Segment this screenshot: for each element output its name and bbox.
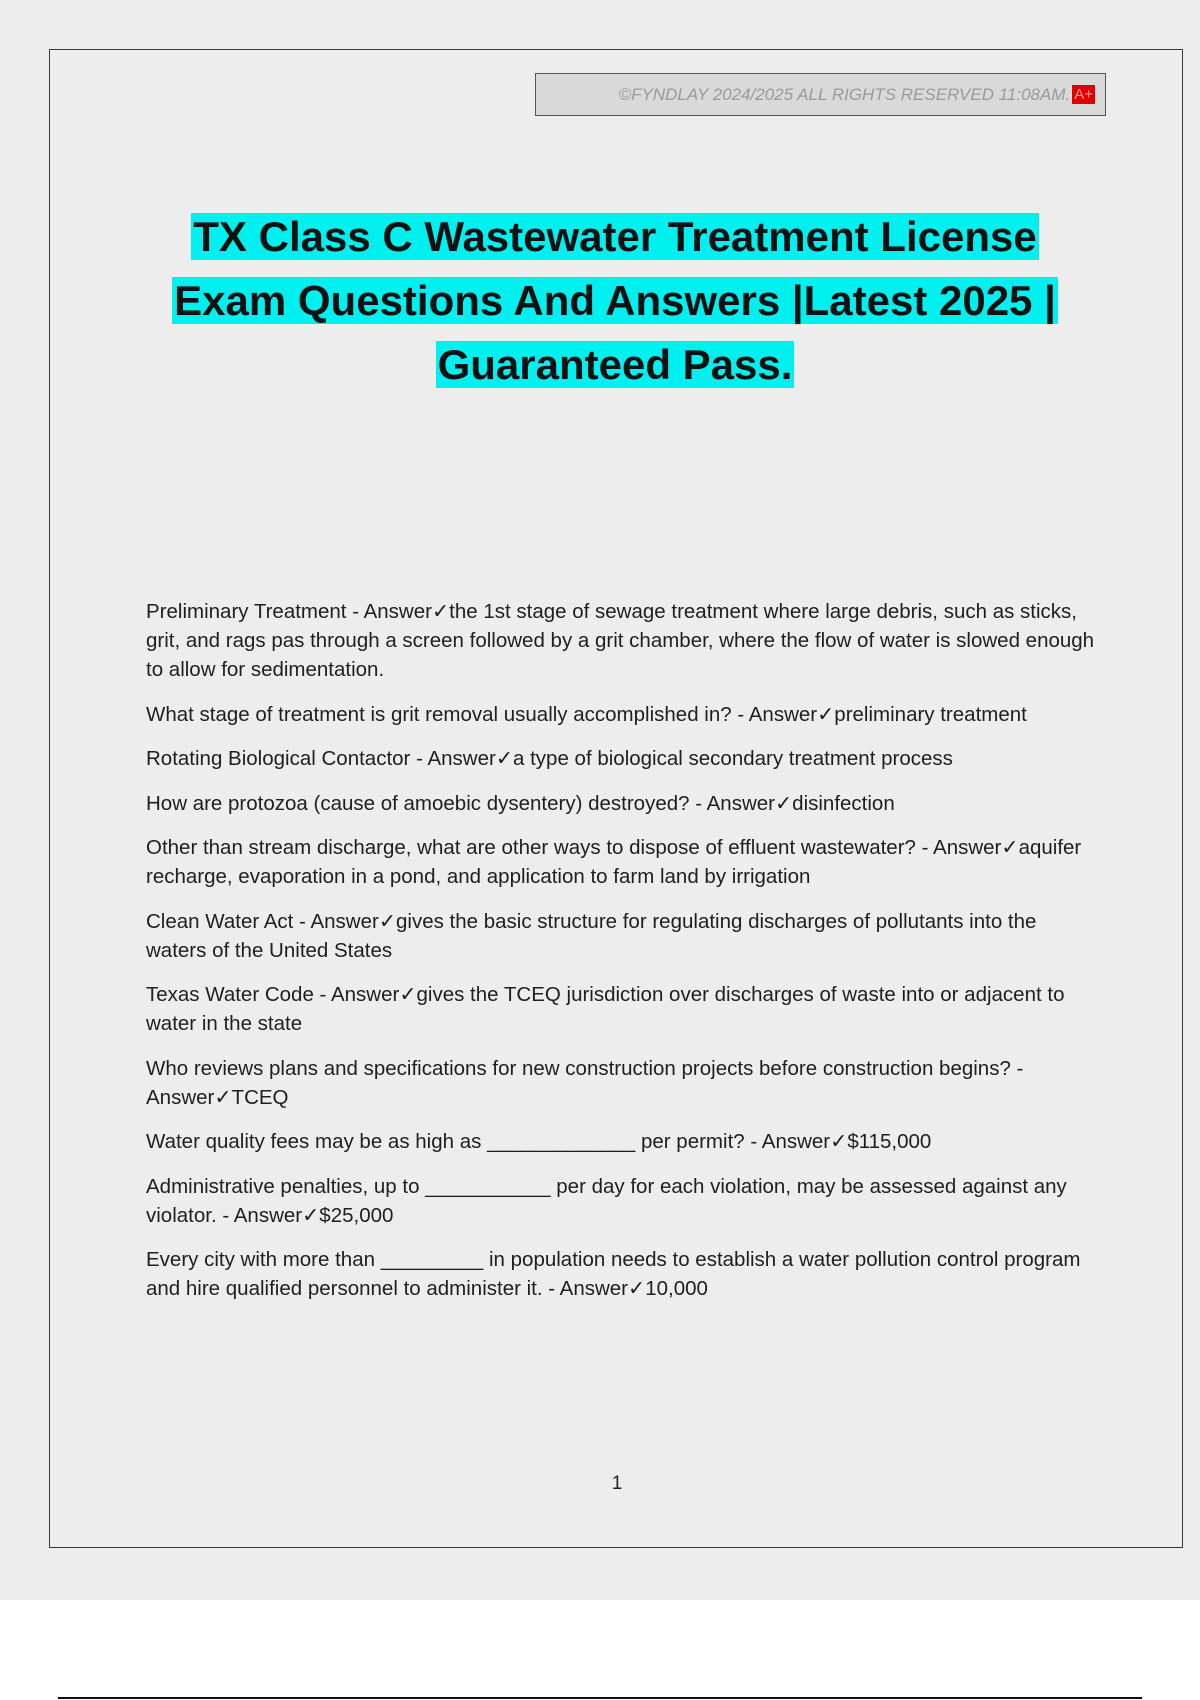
- question-text: Every city with more than _________ in population needs to establish a water pollution control program and hire qualified personnel to administer it. -: [146, 1248, 1081, 1300]
- answer-label: Answer: [146, 1085, 215, 1109]
- qa-item: [146, 1245, 1096, 1303]
- checkmark-icon: ✓: [214, 1085, 232, 1109]
- answer-text: disinfection: [792, 791, 895, 815]
- qa-list: [146, 597, 1096, 1319]
- answer-label: Answer: [706, 791, 775, 815]
- checkmark-icon: ✓: [399, 983, 417, 1006]
- grade-badge: A+: [1074, 86, 1093, 103]
- answer-text: 10,000: [645, 1277, 708, 1300]
- qa-item: [146, 1127, 1096, 1156]
- answer-label: Answer: [559, 1277, 629, 1300]
- answer-text: the 1st stage of sewage treatment where large debris, such as sticks, grit, and rags pas through a screen followed by a grit chamber, where the flow of water is slowed enough to allow for sedimentation.: [146, 600, 1095, 681]
- qa-item: [146, 1172, 1096, 1230]
- answer-text: preliminary treatment: [834, 702, 1027, 726]
- qa-item: [146, 597, 1096, 684]
- checkmark-icon: ✓: [817, 702, 835, 726]
- question-text: What stage of treatment is grit removal usually accomplished in? -: [146, 702, 749, 726]
- answer-label: Answer: [330, 983, 400, 1006]
- answer-text: gives the basic structure for regulating discharges of pollutants into the waters of the United States: [146, 909, 1037, 962]
- checkmark-icon: ✓: [495, 747, 514, 770]
- qa-item: [146, 980, 1096, 1038]
- qa-item: [146, 833, 1096, 891]
- question-text: Rotating Biological Contactor -: [146, 747, 428, 770]
- question-text: Texas Water Code -: [146, 983, 331, 1006]
- answer-text: a type of biological secondary treatment process: [513, 747, 953, 770]
- question-text: Administrative penalties, up to ___________ per day for each violation, may be assessed against any violator. -: [146, 1174, 1067, 1227]
- qa-item: [146, 744, 1096, 773]
- answer-label: Answer: [363, 600, 432, 623]
- copyright-banner: [535, 73, 1106, 116]
- checkmark-icon: ✓: [628, 1277, 646, 1300]
- qa-item: [146, 700, 1096, 729]
- question-text: How are protozoa (cause of amoebic dysentery) destroyed? -: [146, 791, 707, 815]
- question-text: Other than stream discharge, what are other ways to dispose of effluent wastewater? -: [146, 836, 934, 859]
- checkmark-icon: ✓: [431, 600, 450, 623]
- bottom-divider: [58, 1697, 1142, 1699]
- answer-text: gives the TCEQ jurisdiction over discharges of waste into or adjacent to water in the state: [146, 983, 1065, 1035]
- question-text: Who reviews plans and specifications for new construction projects before construction begins? -: [146, 1056, 1024, 1080]
- question-text: Water quality fees may be as high as _____________ per permit? -: [146, 1130, 762, 1153]
- answer-text: TCEQ: [231, 1085, 289, 1109]
- title-line: TX Class C Wastewater Treatment License: [193, 213, 1037, 260]
- checkmark-icon: ✓: [774, 791, 793, 815]
- checkmark-icon: ✓: [378, 909, 396, 933]
- checkmark-icon: ✓: [302, 1203, 320, 1227]
- answer-label: Answer: [761, 1130, 831, 1153]
- title-line: Exam Questions And Answers |Latest 2025 |: [174, 277, 1056, 324]
- checkmark-icon: ✓: [830, 1130, 848, 1153]
- answer-text: aquifer recharge, evaporation in a pond, and application to farm land by irrigation: [146, 836, 1082, 888]
- answer-text: $115,000: [847, 1130, 932, 1153]
- question-text: Preliminary Treatment -: [146, 600, 364, 623]
- qa-item: [146, 907, 1096, 965]
- question-text: Clean Water Act -: [146, 909, 311, 933]
- checkmark-icon: ✓: [1001, 836, 1019, 859]
- answer-label: Answer: [933, 836, 1002, 859]
- copyright-text: ©FYNDLAY 2024/2025 ALL RIGHTS RESERVED 11:08AM.: [618, 84, 1071, 104]
- answer-label: Answer: [748, 702, 818, 726]
- answer-text: $25,000: [319, 1203, 394, 1227]
- answer-label: Answer: [310, 909, 379, 933]
- document-title: [100, 205, 1130, 397]
- title-line: Guaranteed Pass.: [437, 341, 793, 388]
- page-number: 1: [611, 1473, 623, 1494]
- answer-label: Answer: [427, 747, 496, 770]
- qa-item: [146, 1054, 1096, 1112]
- answer-label: Answer: [233, 1203, 303, 1227]
- qa-item: [146, 789, 1096, 818]
